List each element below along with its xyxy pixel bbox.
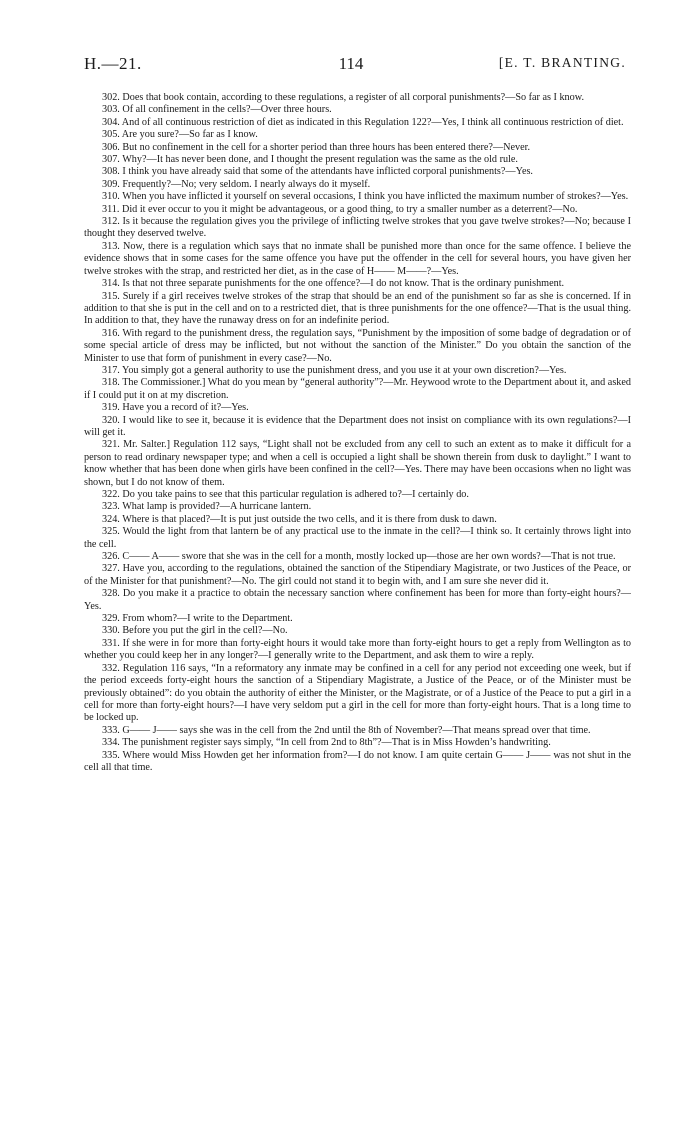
paper-reference: H.—21. [84,54,142,73]
question-332: 332. Regulation 116 says, “In a reformatory any inmate may be confined in a cell for any period not exceeding one week, but if the period exceeds forty-eight hours the sanction of a Stipendiary Magistrate, a Justice of the Peace, or of the Minister must be previously obtained”: do you obtain the authority of either the Minister, or the Magistrate, or of a Justice of the Peace to put a girl in a cell for more than forty-eight hours?—I have very seldom put a girl in the cell for more than forty-eight hours. That is a long time to be locked up. [84,662,631,724]
question-318: 318. The Commissioner.] What do you mean by “general authority”?—Mr. Heywood wrote to the Department about it, and asked if I could put it on at my discretion. [84,377,631,401]
question-307: 307. Why?—It has never been done, and I thought the present regulation was the same as the old rule. [102,154,518,166]
question-310: 310. When you have inflicted it yourself on several occasions, I think you have inflicted the maximum number of strokes?—Yes. [102,191,629,203]
page-number: 114 [338,54,364,73]
question-309: 309. Frequently?—No; very seldom. I nearly always do it myself. [102,178,371,190]
question-319: 319. Have you a record of it?—Yes. [102,402,249,414]
question-317: 317. You simply got a general authority to use the punishment dress, and you use it at your own discretion?—Yes. [102,364,567,376]
question-330: 330. Before you put the girl in the cell?—No. [102,625,288,637]
question-320: 320. I would like to see it, because it is evidence that the Department does not insist on compliance with its own regulations?—I will get it. [84,414,631,438]
question-305: 305. Are you sure?—So far as I know. [102,129,258,141]
question-322: 322. Do you take pains to see that this particular regulation is adhered to?—I certainly do. [102,489,469,500]
question-328: 328. Do you make it a practice to obtain the necessary sanction where confinement has been for more than forty-eight hours?—Yes. [84,588,631,612]
question-327: 327. Have you, according to the regulations, obtained the sanction of the Stipendiary Magistrate, or two Justices of the Peace, or of the Minister for that punishment?—No. The girl could not stand it to begin with, and I am sure she never did it. [84,563,631,587]
question-306: 306. But no confinement in the cell for a shorter period than three hours has been entered there?—Never. [102,141,531,153]
question-304: 304. And of all continuous restriction of diet as indicated in this Regulation 122?—Yes, I think all continuous restriction of diet. [102,116,624,128]
question-326: 326. C—— A—— swore that she was in the cell for a month, mostly locked up—those are her own words?—That is not true. [102,551,616,563]
question-311: 311. Did it ever occur to you it might be advantageous, or a good thing, to try a smaller number as a deterrent?—No. [102,203,578,215]
question-303: 303. Of all confinement in the cells?—Over three hours. [102,104,332,116]
question-323: 323. What lamp is provided?—A hurricane lantern. [102,501,312,513]
question-321: 321. Mr. Salter.] Regulation 112 says, “Light shall not be excluded from any cell to such an extent as to make it difficult for a person to read ordinary newspaper type; and when a cell is occupied a light shall be shown therein from dusk to daylight.” I want to know whether that has been done when girls have been confined in the cell?—Yes. There may have been occasions when no light was shown, but I do not know of them. [84,439,631,488]
question-335: 335. Where would Miss Howden get her information from?—I do not know. I am quite certain G—— J—— was not shut in the cell all that time. [84,749,631,773]
question-312: 312. Is it because the regulation gives you the privilege of inflicting twelve strokes that you gave twelve strokes?—No; because I thought they deserved twelve. [84,216,631,240]
question-331: 331. If she were in for more than forty-eight hours it would take more than forty-eight hours to get a reply from Wellington as to whether you could keep her in any longer?—I generally write to the Department, and ask them to wire a reply. [84,637,631,662]
witness-name: [E. T. BRANTING. [498,55,626,70]
question-302: 302. Does that book contain, according to these regulations, a register of all corporal punishments?—So far as I know. [102,92,584,103]
question-316: 316. With regard to the punishment dress, the regulation says, “Punishment by the imposition of some badge of degradation or of some special article of dress may be inflicted, but not without the sanction of the Minister.” Do you obtain the sanction of the Minister to use that form of punishment in every case?—No. [84,327,631,364]
question-325: 325. Would the light from that lantern be of any practical use to the inmate in the cell?—I think so. It certainly throws light into the cell. [84,526,631,550]
question-334: 334. The punishment register says simply, “In cell from 2nd to 8th”?—That is in Miss Howden’s handwriting. [102,737,551,749]
question-333: 333. G—— J—— says she was in the cell from the 2nd until the 8th of November?—That means spread over that time. [102,724,591,736]
question-314: 314. Is that not three separate punishments for the one offence?—I do not know. That is the ordinary punishment. [102,278,565,290]
question-329: 329. From whom?—I write to the Department. [102,613,293,625]
question-313: 313. Now, there is a regulation which says that no inmate shall be punished more than once for the same offence. I believe the evidence shows that in some cases for the same offence you have put the offender in the cell for several hours, you have given her twelve strokes with the strap, and restricted her diet, as in the case of H—— M——?—Yes. [84,240,631,277]
page-header [76,54,626,80]
question-324: 324. Where is that placed?—It is put just outside the two cells, and it is there from dusk to dawn. [102,513,497,525]
question-315: 315. Surely if a girl receives twelve strokes of the strap that should be an end of the punishment so far as she is concerned. If in addition to that she is put in the cell and on to a restricted diet, that is three punishments for the one offence?—That is the usual thing. In addition to that, they have the runaway dress on for an indefinite period. [84,290,631,327]
evidence-body [84,92,631,774]
question-308: 308. I think you have already said that some of the attendants have inflicted corporal punishments?—Yes. [102,166,533,178]
